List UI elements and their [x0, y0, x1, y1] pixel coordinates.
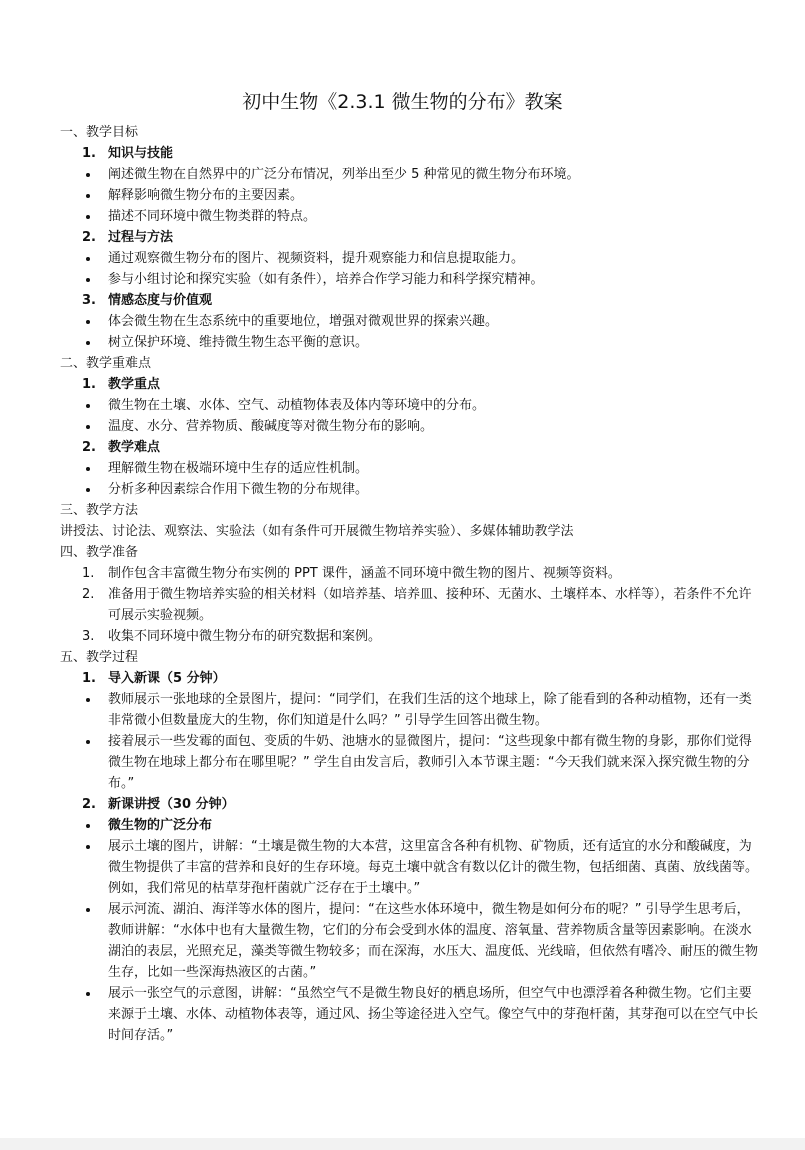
- subheading-number: 2.: [82, 440, 96, 455]
- subheading-process-methods: [60, 227, 760, 248]
- list-item: 教师展示一张地球的全景图片，提问：“同学们，在我们生活的这个地球上，除了能看到的各种动植物，还有一类非常微小但数量庞大的生物，你们知道是什么吗？” 引导学生回答出微生物。: [60, 689, 760, 731]
- list-item: 阐述微生物在自然界中的广泛分布情况，列举出至少 5 种常见的微生物分布环境。: [60, 164, 760, 185]
- list-item: 展示一张空气的示意图，讲解：“虽然空气不是微生物良好的栖息场所，但空气中也漂浮着各种微生物。它们主要来源于土壤、水体、动植物体表等，通过风、扬尘等途径进入空气。像空气中的芽孢杆菌，其芽孢可以在空气中长时间存活。”: [60, 983, 760, 1046]
- list-item: 温度、水分、营养物质、酸碱度等对微生物分布的影响。: [60, 416, 760, 437]
- topic-heading: 微生物的广泛分布: [108, 818, 213, 833]
- bullet-list: [60, 689, 760, 794]
- bullet-list: [60, 458, 760, 500]
- bullet-icon: [86, 173, 90, 177]
- bullet-icon: [86, 908, 90, 912]
- subheading-label: 新课讲授（30 分钟）: [108, 797, 235, 812]
- subheading-label: 教学重点: [108, 377, 161, 392]
- bullet-list: [60, 248, 760, 290]
- list-item: [60, 815, 760, 836]
- subheading-number: 3.: [82, 293, 96, 308]
- subheading-attitudes-values: [60, 290, 760, 311]
- bullet-list: [60, 164, 760, 227]
- document-body: [60, 122, 760, 1046]
- subheading-label: 导入新课（5 分钟）: [108, 671, 226, 686]
- bullet-icon: [86, 404, 90, 408]
- bullet-list: [60, 815, 760, 1046]
- subheading-number: 1.: [82, 671, 96, 686]
- subheading-number: 2.: [82, 797, 96, 812]
- list-item: 展示河流、湖泊、海洋等水体的图片，提问：“在这些水体环境中，微生物是如何分布的呢？” 引导学生思考后，教师讲解：“水体中也有大量微生物，它们的分布会受到水体的温度、溶氧量、营养物质含量等因素影响。在淡水湖泊的表层，光照充足，藻类等微生物较多；而在深海，水压大、温度低、光线暗，但依然有嗜冷、耐压的微生物生存，比如一些深海热液区的古菌。”: [60, 899, 760, 983]
- list-item: 接着展示一些发霉的面包、变质的牛奶、池塘水的显微图片，提问：“这些现象中都有微生物的身影，那你们觉得微生物在地球上都分布在哪里呢？” 学生自由发言后，教师引入本节课主题：“今天我们就来深入探究微生物的分布。”: [60, 731, 760, 794]
- list-item: 展示土壤的图片，讲解：“土壤是微生物的大本营，这里富含各种有机物、矿物质，还有适宜的水分和酸碱度，为微生物提供了丰富的营养和良好的生存环境。每克土壤中就含有数以亿计的微生物，包括细菌、真菌、放线菌等。例如，我们常见的枯草芽孢杆菌就广泛存在于土壤中。”: [60, 836, 760, 899]
- bullet-icon: [86, 341, 90, 345]
- subheading-label: 情感态度与价值观: [108, 293, 213, 308]
- subheading-new-lesson: [60, 794, 760, 815]
- section-heading-objectives: 一、教学目标: [60, 125, 139, 140]
- subheading-teaching-difficulty: [60, 437, 760, 458]
- list-item: 通过观察微生物分布的图片、视频资料，提升观察能力和信息提取能力。: [60, 248, 760, 269]
- subheading-label: 知识与技能: [108, 146, 174, 161]
- bullet-icon: [86, 425, 90, 429]
- bullet-icon: [86, 278, 90, 282]
- section-heading-preparation: 四、教学准备: [60, 545, 139, 560]
- subheading-number: 1.: [82, 146, 96, 161]
- bullet-icon: [86, 740, 90, 744]
- bullet-icon: [86, 488, 90, 492]
- subheading-number: 1.: [82, 377, 96, 392]
- section-heading-key-points: 二、教学重难点: [60, 356, 152, 371]
- bullet-icon: [86, 320, 90, 324]
- list-item: 理解微生物在极端环境中生存的适应性机制。: [60, 458, 760, 479]
- section-heading-methods: 三、教学方法: [60, 503, 139, 518]
- list-item: 3. 收集不同环境中微生物分布的研究数据和案例。: [60, 626, 760, 647]
- bullet-icon: [86, 992, 90, 996]
- bullet-list: [60, 395, 760, 437]
- bullet-icon: [86, 698, 90, 702]
- list-item: 参与小组讨论和探究实验（如有条件），培养合作学习能力和科学探究精神。: [60, 269, 760, 290]
- list-number: 3.: [82, 629, 95, 644]
- list-number: 1.: [82, 566, 95, 581]
- list-item: 体会微生物在生态系统中的重要地位，增强对微观世界的探索兴趣。: [60, 311, 760, 332]
- bullet-icon: [86, 467, 90, 471]
- list-item: 2. 准备用于微生物培养实验的相关材料（如培养基、培养皿、接种环、无菌水、土壤样本、水样等），若条件不允许可展示实验视频。: [60, 584, 760, 626]
- document-title: 初中生物《2.3.1 微生物的分布》教案: [242, 91, 563, 113]
- list-number: 2.: [82, 587, 95, 602]
- subheading-label: 教学难点: [108, 440, 161, 455]
- list-item: 树立保护环境、维持微生物生态平衡的意识。: [60, 332, 760, 353]
- bullet-icon: [86, 824, 90, 828]
- subheading-knowledge-skills: [60, 143, 760, 164]
- bullet-icon: [86, 215, 90, 219]
- subheading-introduction: [60, 668, 760, 689]
- subheading-label: 过程与方法: [108, 230, 174, 245]
- bullet-icon: [86, 845, 90, 849]
- list-item: 1. 制作包含丰富微生物分布实例的 PPT 课件，涵盖不同环境中微生物的图片、视频等资料。: [60, 563, 760, 584]
- bullet-list: [60, 311, 760, 353]
- list-item: 描述不同环境中微生物类群的特点。: [60, 206, 760, 227]
- bullet-icon: [86, 257, 90, 261]
- numbered-list: [60, 563, 760, 647]
- section-heading-process: 五、教学过程: [60, 650, 139, 665]
- list-item: 解释影响微生物分布的主要因素。: [60, 185, 760, 206]
- methods-text: 讲授法、讨论法、观察法、实验法（如有条件可开展微生物培养实验）、多媒体辅助教学法: [60, 524, 574, 539]
- list-item: 微生物在土壤、水体、空气、动植物体表及体内等环境中的分布。: [60, 395, 760, 416]
- subheading-teaching-focus: [60, 374, 760, 395]
- subheading-number: 2.: [82, 230, 96, 245]
- list-item: 分析多种因素综合作用下微生物的分布规律。: [60, 479, 760, 500]
- bullet-icon: [86, 194, 90, 198]
